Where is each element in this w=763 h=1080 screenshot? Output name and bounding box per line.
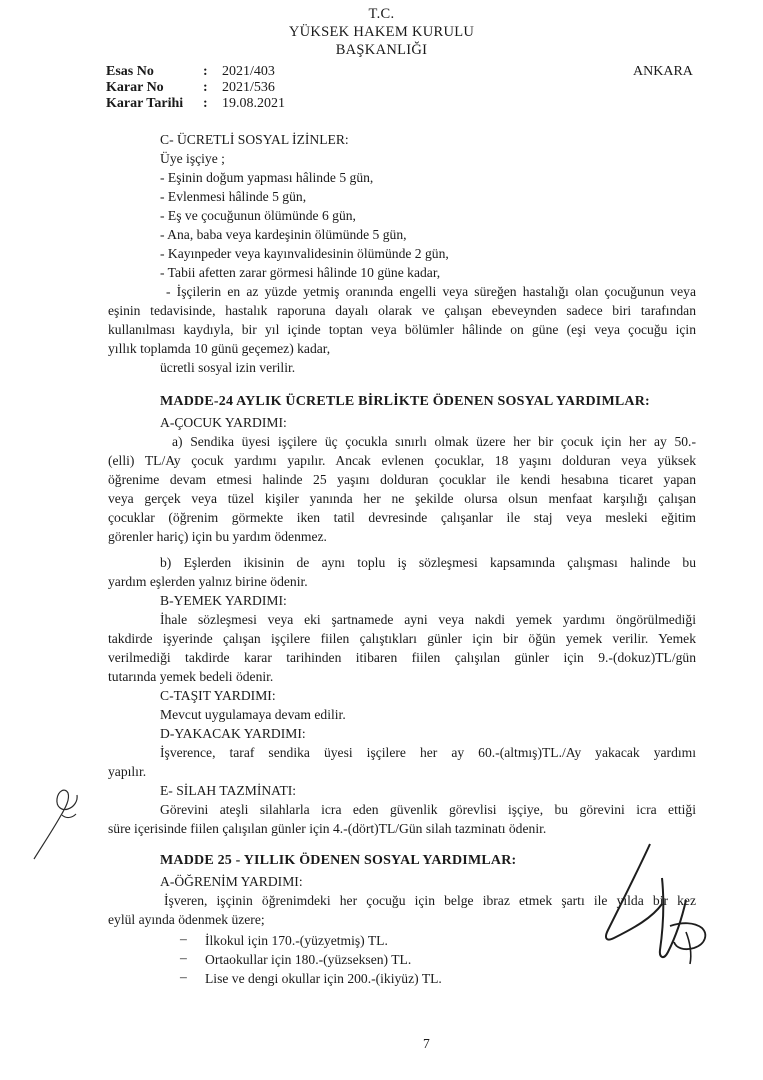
ogrenim-line-2: eylül ayında ödenmek üzere;	[108, 912, 265, 927]
tarih-label: Karar Tarihi	[106, 96, 184, 111]
cocuk-line-1: a) Sendika üyesi işçilere üç çocukla sınırlı olmak üzere her bir çocuk için her ay 50.-	[172, 434, 696, 449]
cocuk-line-6: görenler hariç) için bu yardım ödenmez.	[108, 529, 327, 544]
header-institution: YÜKSEK HAKEM KURULU	[288, 24, 475, 40]
leave-item-2: - Evlenmesi hâlinde 5 gün,	[160, 189, 307, 204]
leave-para-line-4: yıllık toplamda 10 günü geçemez) kadar,	[108, 341, 331, 356]
yemek-yardimi-title: B-YEMEK YARDIMI:	[160, 593, 287, 608]
yakacak-line-2: yapılır.	[108, 764, 147, 779]
yemek-line-4: tutarında yemek bedeli ödenir.	[108, 669, 274, 684]
tarih-value: 19.08.2021	[222, 96, 285, 111]
tasit-yardimi-title: C-TAŞIT YARDIMI:	[160, 688, 276, 703]
cocuk-line-3: öğrenime devam etmesi halinde 25 yaşını dolduran çocuklar ile kendi hesabına ticaret yapan	[108, 472, 696, 487]
tarih-colon: :	[203, 96, 208, 111]
leave-item-3: - Eş ve çocuğunun ölümünde 6 gün,	[160, 208, 356, 223]
leave-item-6: - Tabii afetten zarar görmesi hâlinde 10 güne kadar,	[160, 265, 441, 280]
cocuk-line-2: (elli) TL/Ay çocuk yardımı yapılır. Ancak evlenen çocuklar, 18 yaşını dolduran veya yüksek	[108, 453, 696, 468]
list-dash: –	[180, 931, 187, 946]
silah-line-2: süre içerisinde fiilen çalışılan günler için 4.-(dört)TL/Gün silah tazminatı ödenir.	[108, 821, 547, 836]
ogrenim-line-1: İşveren, işçinin öğrenimdeki her çocuğu için belge ibraz etmek şartı ile yılda bir kez	[164, 893, 696, 908]
page-number: 7	[423, 1036, 430, 1051]
leave-closing: ücretli sosyal izin verilir.	[160, 360, 296, 375]
esler-line-2: yardım eşlerden yalnız birine ödenir.	[108, 574, 308, 589]
yakacak-yardimi-title: D-YAKACAK YARDIMI:	[160, 726, 306, 741]
karar-label: Karar No	[106, 80, 164, 95]
ogrenim-item-lise: Lise ve dengi okullar için 200.-(ikiyüz) TL.	[205, 971, 442, 986]
section-c-intro: Üye işçiye ;	[160, 151, 225, 166]
signature	[590, 838, 720, 968]
yemek-line-2: takdirde işyerinde çalışan işçilere fiilen çalıştıkları günler için bir öğün yemek verilir. Yemek	[108, 631, 696, 646]
cocuk-line-4: veya gerçek veya tüzel kişiler yanında her ne şekilde olursa olsun menfaat karşılığı çalışan	[108, 491, 696, 506]
cocuk-yardimi-title: A-ÇOCUK YARDIMI:	[160, 415, 287, 430]
tasit-text: Mevcut uygulamaya devam edilir.	[160, 707, 346, 722]
leave-item-1: - Eşinin doğum yapması hâlinde 5 gün,	[160, 170, 374, 185]
header-department: BAŞKANLIĞI	[335, 42, 428, 58]
leave-item-4: - Ana, baba veya kardeşinin ölümünde 5 gün,	[160, 227, 407, 242]
karar-value: 2021/536	[222, 80, 275, 95]
yemek-line-3: verilmediği takdirde karar tarihinden itibaren fiilen çalışılan günler için 9.-(dokuz)TL/gün	[108, 650, 696, 665]
city: ANKARA	[633, 64, 693, 79]
list-dash: –	[180, 969, 187, 984]
karar-colon: :	[203, 80, 208, 95]
ogrenim-item-ortaokul: Ortaokullar için 180.-(yüzseksen) TL.	[205, 952, 412, 967]
ogrenim-item-ilkokul: İlkokul için 170.-(yüzyetmiş) TL.	[205, 933, 388, 948]
silah-line-1: Görevini ateşli silahlarla icra eden güvenlik görevlisi işçiye, bu görevini icra ettiği	[160, 802, 696, 817]
yemek-line-1: İhale sözleşmesi veya eki şartnamede ayni veya nakdi yemek yardımı öngörülmediği	[160, 612, 696, 627]
leave-para-line-2: eşinin tedavisinde, hastalık raporuna dayalı olarak ve çalışan ebeveynden sadece biri tarafından	[108, 303, 696, 318]
esas-label: Esas No	[106, 64, 154, 79]
madde-25-title: MADDE 25 - YILLIK ÖDENEN SOSYAL YARDIMLAR:	[160, 853, 517, 868]
ogrenim-yardimi-title: A-ÖĞRENİM YARDIMI:	[160, 874, 303, 889]
yakacak-line-1: İşverence, taraf sendika üyesi işçilere her ay 60.-(altmış)TL./Ay yakacak yardımı	[160, 745, 696, 760]
leave-item-5: - Kayınpeder veya kayınvalidesinin ölümünde 2 gün,	[160, 246, 449, 261]
esas-value: 2021/403	[222, 64, 275, 79]
silah-tazminati-title: E- SİLAH TAZMİNATI:	[160, 783, 297, 798]
leave-para-line-1: - İşçilerin en az yüzde yetmiş oranında engelli veya süreğen hastalığı olan çocuğunun veya	[166, 284, 696, 299]
madde-24-title: MADDE-24 AYLIK ÜCRETLE BİRLİKTE ÖDENEN SOSYAL YARDIMLAR:	[160, 394, 650, 409]
section-c-title: C- ÜCRETLİ SOSYAL İZİNLER:	[160, 132, 349, 147]
cocuk-line-5: çocuklar (öğrenim görmekte iken tatil devresinde çalışanlar ile staj veya mesleki eğitim	[108, 510, 696, 525]
header-tc: T.C.	[368, 6, 395, 22]
esas-colon: :	[203, 64, 208, 79]
list-dash: –	[180, 950, 187, 965]
paraph-signature	[22, 785, 92, 865]
leave-para-line-3: kullanılması kaydıyla, bir yıl içinde toptan veya bölümler hâlinde on güne (eşi veya çocuğu için	[108, 322, 696, 337]
esler-line-1: b) Eşlerden ikisinin de aynı toplu iş sözleşmesi kapsamında çalışması halinde bu	[160, 555, 696, 570]
